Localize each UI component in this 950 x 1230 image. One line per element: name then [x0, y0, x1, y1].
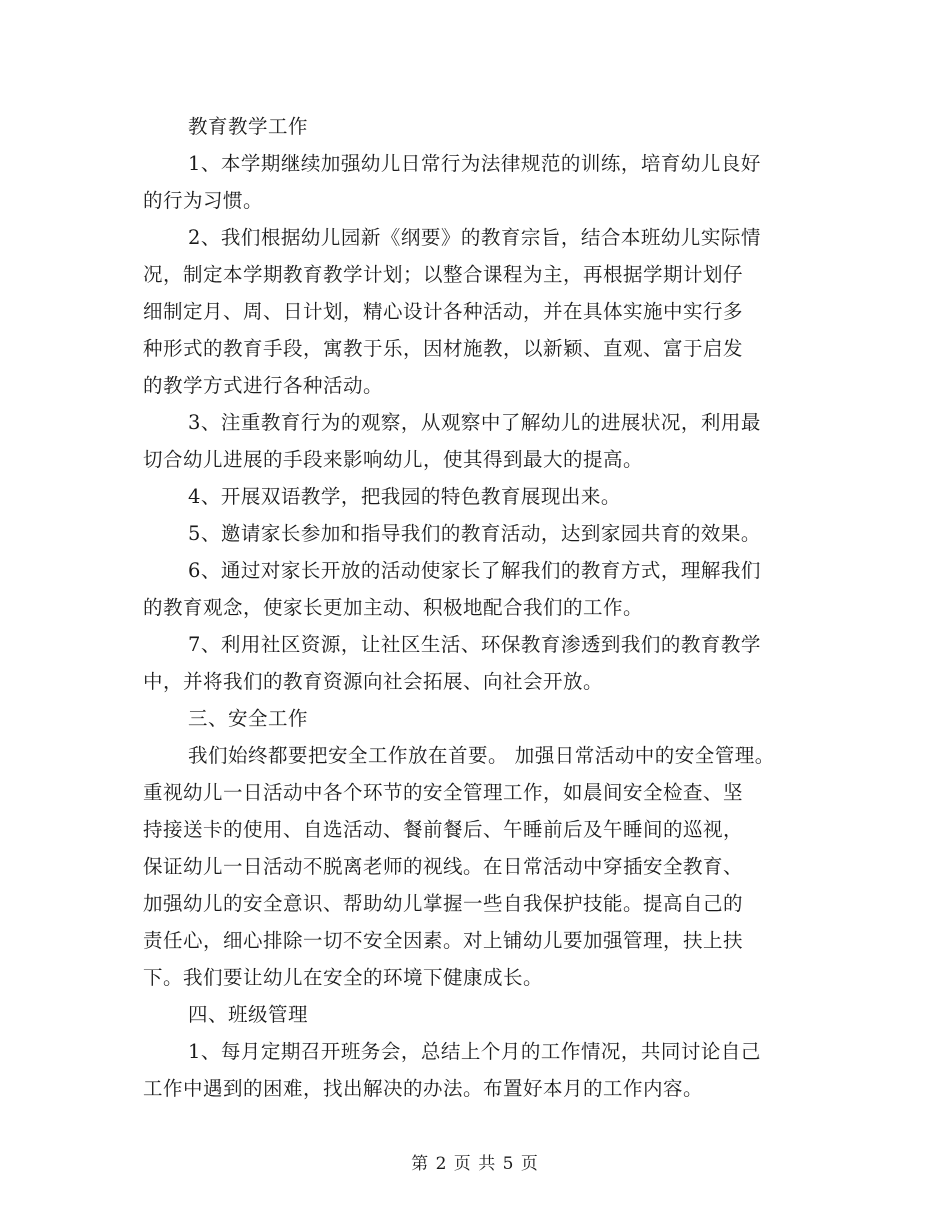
paragraph-line: 加强幼儿的安全意识、帮助幼儿掌握一些自我保护技能。提高自己的 — [143, 892, 744, 915]
paragraph-line: 重视幼儿一日活动中各个环节的安全管理工作，如晨间安全检查、坚 — [143, 781, 744, 804]
paragraph-line: 4、开展双语教学，把我园的特色教育展现出来。 — [188, 485, 621, 508]
paragraph-line: 5、邀请家长参加和指导我们的教育活动，达到家园共育的效果。 — [188, 522, 761, 545]
paragraph-line: 的教育观念，使家长更加主动、积极地配合我们的工作。 — [143, 596, 644, 619]
paragraph-line: 2、我们根据幼儿园新《纲要》的教育宗旨，结合本班幼儿实际情 — [188, 226, 761, 249]
paragraph-line: 中，并将我们的教育资源向社会拓展、向社会开放。 — [143, 670, 604, 693]
paragraph-line: 持接送卡的使用、自选活动、餐前餐后、午睡前后及午睡间的巡视， — [143, 818, 744, 841]
paragraph-line: 细制定月、周、日计划，精心设计各种活动，并在具体实施中实行多 — [143, 300, 744, 323]
paragraph-line: 的行为习惯。 — [143, 189, 264, 212]
paragraph-line: 7、利用社区资源，让社区生活、环保教育渗透到我们的教育教学 — [188, 633, 761, 656]
paragraph-line: 况，制定本学期教育教学计划；以整合课程为主，再根据学期计划仔 — [143, 263, 744, 286]
paragraph-line: 我们始终都要把安全工作放在首要。 加强日常活动中的安全管理。 — [188, 744, 775, 767]
paragraph-line: 1、每月定期召开班务会，总结上个月的工作情况，共同讨论自己 — [188, 1040, 761, 1063]
paragraph-line: 保证幼儿一日活动不脱离老师的视线。在日常活动中穿插安全教育、 — [143, 855, 744, 878]
paragraph-line: 的教学方式进行各种活动。 — [143, 374, 384, 397]
paragraph-line: 工作中遇到的困难，找出解决的办法。布置好本月的工作内容。 — [143, 1077, 704, 1100]
paragraph-line: 3、注重教育行为的观察，从观察中了解幼儿的进展状况，利用最 — [188, 411, 761, 434]
section-heading: 三、安全工作 — [188, 707, 309, 730]
paragraph-line: 下。我们要让幼儿在安全的环境下健康成长。 — [143, 966, 544, 989]
paragraph-line: 1、本学期继续加强幼儿日常行为法律规范的训练，培育幼儿良好 — [188, 152, 761, 175]
section-heading: 教育教学工作 — [188, 115, 309, 138]
paragraph-line: 责任心，细心排除一切不安全因素。对上铺幼儿要加强管理，扶上扶 — [143, 929, 744, 952]
paragraph-line: 切合幼儿进展的手段来影响幼儿，使其得到最大的提高。 — [143, 448, 644, 471]
section-heading: 四、班级管理 — [188, 1003, 309, 1026]
paragraph-line: 6、通过对家长开放的活动使家长了解我们的教育方式，理解我们 — [188, 559, 761, 582]
page-number-footer: 第 2 页 共 5 页 — [411, 1154, 539, 1174]
paragraph-line: 种形式的教育手段，寓教于乐，因材施教，以新颖、直观、富于启发 — [143, 337, 744, 360]
